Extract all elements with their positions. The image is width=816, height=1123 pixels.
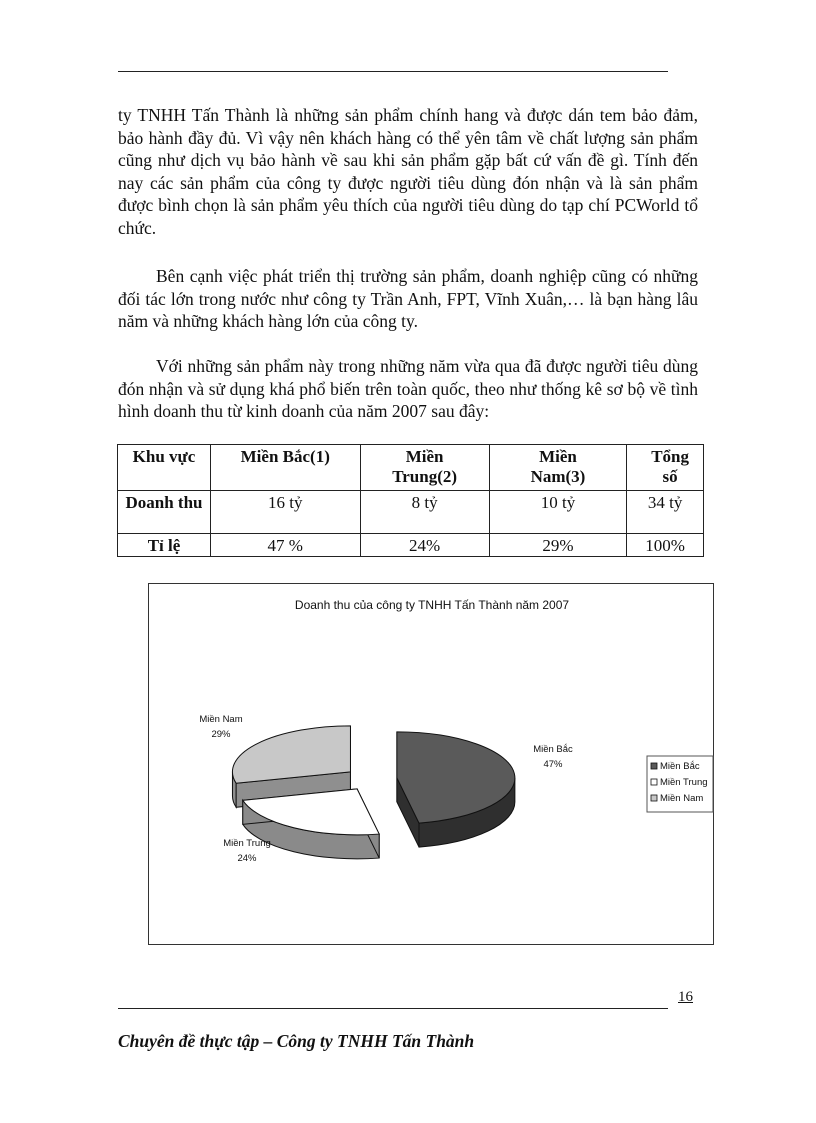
data-label-category-mien-nam: Miền Nam xyxy=(199,714,243,725)
table-header-cell: Khu vực xyxy=(118,445,211,491)
table-cell: 47 % xyxy=(210,534,360,557)
data-label-value-mien-trung: 24% xyxy=(237,853,257,864)
table-row-label: Tỉ lệ xyxy=(118,534,211,557)
legend-label-mien-bac: Miền Bắc xyxy=(660,761,700,772)
pie-chart-frame xyxy=(148,583,714,945)
table-row-label: Doanh thu xyxy=(118,491,211,534)
table-header-cell: Tổng số xyxy=(627,445,704,491)
table-cell: 10 tỷ xyxy=(489,491,626,534)
revenue-table xyxy=(117,444,704,557)
header-rule xyxy=(118,71,668,72)
table-cell: 24% xyxy=(360,534,489,557)
table-row xyxy=(118,491,704,534)
legend-swatch-mien-nam xyxy=(651,795,657,801)
pie-chart xyxy=(149,584,715,946)
data-label-value-mien-bac: 47% xyxy=(543,759,563,770)
paragraph-3: Với những sản phẩm này trong những năm vừa qua đã được người tiêu dùng đón nhận và sử dụng khá phổ biến trên toàn quốc, theo như thống kê sơ bộ về tình hình doanh thu từ kinh doanh của năm 2007 sau đây: xyxy=(118,356,698,421)
data-label-category-mien-trung: Miền Trung xyxy=(223,838,271,849)
legend-swatch-mien-bac xyxy=(651,763,657,769)
legend-label-mien-nam: Miền Nam xyxy=(660,793,704,804)
table-row xyxy=(118,534,704,557)
table-cell: 100% xyxy=(627,534,704,557)
table-header-row xyxy=(118,445,704,491)
paragraph-1: ty TNHH Tấn Thành là những sản phẩm chính hang và được dán tem bảo đảm, bảo hành đầy đủ. Vì vậy nên khách hàng có thể yên tâm về chất lượng sản phẩm cũng như dịch vụ bảo hành về sau khi sản phẩm gặp bất cứ vấn đề gì. Tính đến nay các sản phẩm của công ty được người tiêu dùng đón nhận và là sản phẩm được bình chọn là sản phẩm yêu thích của người tiêu dùng do tạp chí PCWorld tổ chức. xyxy=(118,105,698,238)
legend-label-mien-trung: Miền Trung xyxy=(660,777,708,788)
footer-rule xyxy=(118,1008,668,1009)
paragraph-2: Bên cạnh việc phát triển thị trường sản phẩm, doanh nghiệp cũng có những đối tác lớn trong nước như công ty Trần Anh, FPT, Vĩnh Xuân,… là bạn hàng lâu năm và những khách hàng lớn của công ty. xyxy=(118,266,698,331)
footer-title: Chuyên đề thực tập – Công ty TNHH Tấn Thành xyxy=(118,1031,475,1051)
data-label-value-mien-nam: 29% xyxy=(211,729,231,740)
chart-title: Doanh thu của công ty TNHH Tấn Thành năm 2007 xyxy=(294,598,570,612)
table-cell: 34 tỷ xyxy=(627,491,704,534)
page-number: 16 xyxy=(678,989,693,1005)
table-cell: 16 tỷ xyxy=(210,491,360,534)
table-cell: 29% xyxy=(489,534,626,557)
table-header-cell: Miền Nam(3) xyxy=(489,445,626,491)
data-label-category-mien-bac: Miền Bắc xyxy=(533,744,573,755)
table-header-cell: Miền Trung(2) xyxy=(360,445,489,491)
pie-slice-mien-bac xyxy=(397,732,515,847)
legend-swatch-mien-trung xyxy=(651,779,657,785)
table-header-cell: Miền Bắc(1) xyxy=(210,445,360,491)
table-cell: 8 tỷ xyxy=(360,491,489,534)
